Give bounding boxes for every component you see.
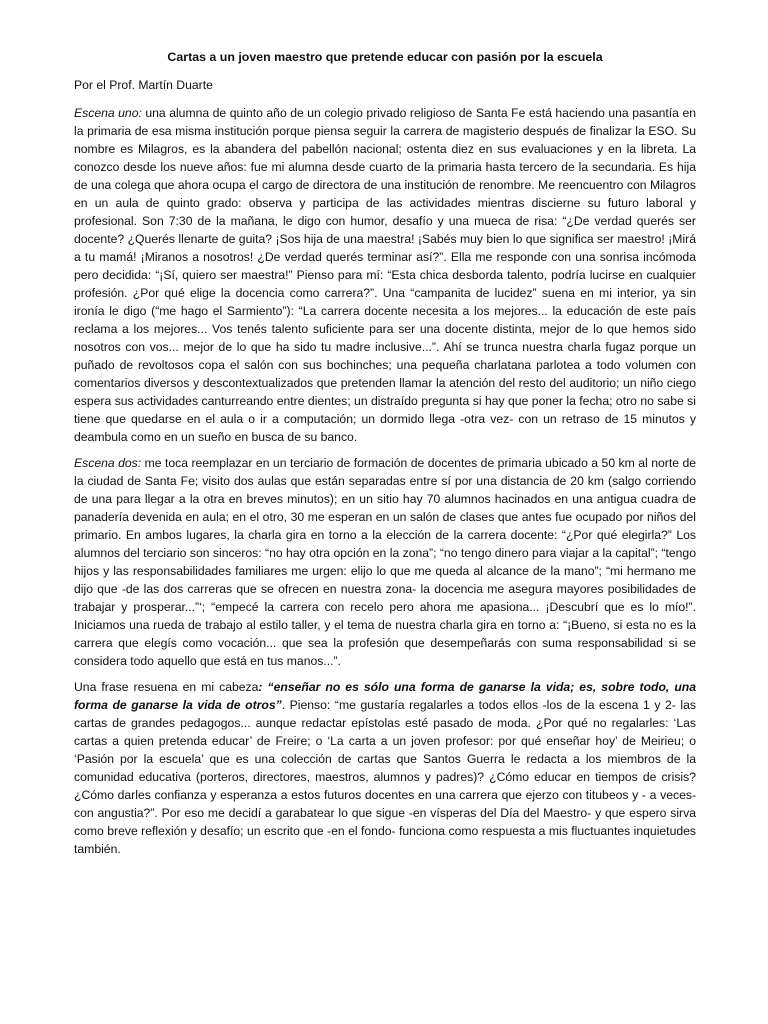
scene-two-text: me toca reemplazar en un terciario de formación de docentes de primaria ubicado a 50 km al norte de la ciudad de Santa Fe; visito dos aulas que están separadas entre sí por una distancia de 20 km (salgo corriendo de una para llegar a la otra en breves minutos); en un sitio hay 70 alumnos hacinados en una antigua cuadra de panadería devenida en aula; en el otro, 30 me esperan en un salón de clases que antes fue ocupado por niños del primario. En ambos lugares, la charla gira en torno a la elección de la carrera docente: “¿Por qué elegirla?” Los alumnos del terciario son sinceros: “no hay otra opción en la zona”; “no tengo dinero para viajar a la capital”; “tengo hijos y las responsabilidades familiares me urgen: elijo lo que me queda al alcance de la mano”; “mi hermano me dijo que -de las dos carreras que se ofrecen en nuestra zona- la docencia me asegura mayores posibilidades de trabajar y prosperar...”‘; “empecé la carrera con recelo pero ahora me apasiona... ¡Descubrí que es lo mío!”. Iniciamos una rueda de trabajo al estilo taller, y el tema de nuestra charla gira en torno a: “¡Bueno, si esta no es la carrera que elegís como vocación... que sea la profesión que desempeñarás con suma responsabilidad si se considera todo aquello que está en tus manos...”. — [74, 456, 696, 668]
document-author: Por el Prof. Martín Duarte — [74, 78, 213, 92]
scene-one-label: Escena uno: — [74, 106, 142, 120]
scene-one-text: una alumna de quinto año de un colegio privado religioso de Santa Fe está haciendo una pasantía en la primaria de esa misma institución porque piensa seguir la carrera de magisterio después de finalizar la ESO. Su nombre es Milagros, es la abandera del pabellón nacional; ostenta diez en sus evaluaciones y en la libreta. La conozco desde los nueve años: fue mi alumna desde cuarto de la primaria hasta tercero de la secundaria. Es hija de una colega que ahora ocupa el cargo de directora de una institución de renombre. Me reencuentro con Milagros en un aula de quinto grado: observa y participa de las actividades mientras discierne su futuro laboral y profesional. Son 7:30 de la mañana, le digo con humor, desafío y una mueca de risa: “¿De verdad querés ser docente? ¿Querés llenarte de guita? ¡Sos hija de una maestra! ¡Sabés muy bien lo que significa ser maestro! ¡Mirá a tu mamá! ¡Miranos a nosotros! ¿De verdad querés terminar así?”. Ella me responde con una sonrisa incómoda pero decidida: “¡Sí, quiero ser maestra!” Pienso para mí: “Esta chica desborda talento, podría lucirse en cualquier profesión. ¿Por qué elige la docencia como carrera?”. Una “campanita de lucidez” suena en mi interior, ya sin ironía le digo (“me hago el Sarmiento”): “La carrera docente necesita a los mejores... la educación de este país reclama a los mejores... Vos tenés talento suficiente para ser una docente distinta, mejor de lo que hemos sido nosotros con vos... mejor de lo que ha sido tu madre inclusive...”. Ahí se trunca nuestra charla fugaz porque un puñado de revoltosos copa el salón con sus bochinches; una pequeña charlatana parlotea a todo volumen con comentarios diversos y descontextualizados que pretenden llamar la atención del resto del auditorio; un niño ciego espera sus actividades canturreando entre dientes; un distraído pregunta si hay que poner la fecha; otro no sabe si tiene que quedarse en el aula o ir a computación; un dormido llega -otra vez- con un retraso de 15 minutos y deambula como en un sueño en busca de su banco. — [74, 106, 696, 444]
paragraph-scene-two — [74, 454, 696, 670]
closing-intro: Una frase resuena en mi cabeza — [74, 680, 259, 694]
closing-text: . Pienso: “me gustaría regalarles a todos ellos -los de la escena 1 y 2- las cartas de grandes pedagogos... aunque redactar epístolas esté pasado de moda. ¿Por qué no regalarles: ‘Las cartas a quien pretenda educar’ de Freire; o ‘La carta a un joven profesor: por qué enseñar hoy’ de Meirieu; o ‘Pasión por la escuela’ que es una colección de cartas que Santos Guerra le redacta a los miembros de la comunidad educativa (porteros, directores, maestros, alumnos y padres)? ¿Cómo educar en tiempos de crisis? ¿Cómo darles confianza y esperanza a estos futuros docentes en una carrera que ejerzo con titubeos y - a veces- con angustia?”. Por eso me decidí a garabatear lo que sigue -en vísperas del Día del Maestro- y que espero sirva como breve reflexión y desafío; un escrito que -en el fondo- funciona como respuesta a mis fluctuantes inquietudes también. — [74, 698, 696, 856]
paragraph-scene-one — [74, 104, 696, 446]
paragraph-closing — [74, 678, 696, 858]
closing-quote: : “enseñar no es sólo una forma de ganarse la vida; es, sobre todo, una forma de ganarse la vida de otros” — [74, 680, 696, 712]
document-title: Cartas a un joven maestro que pretende educar con pasión por la escuela — [167, 50, 603, 64]
scene-two-label: Escena dos: — [74, 456, 142, 470]
